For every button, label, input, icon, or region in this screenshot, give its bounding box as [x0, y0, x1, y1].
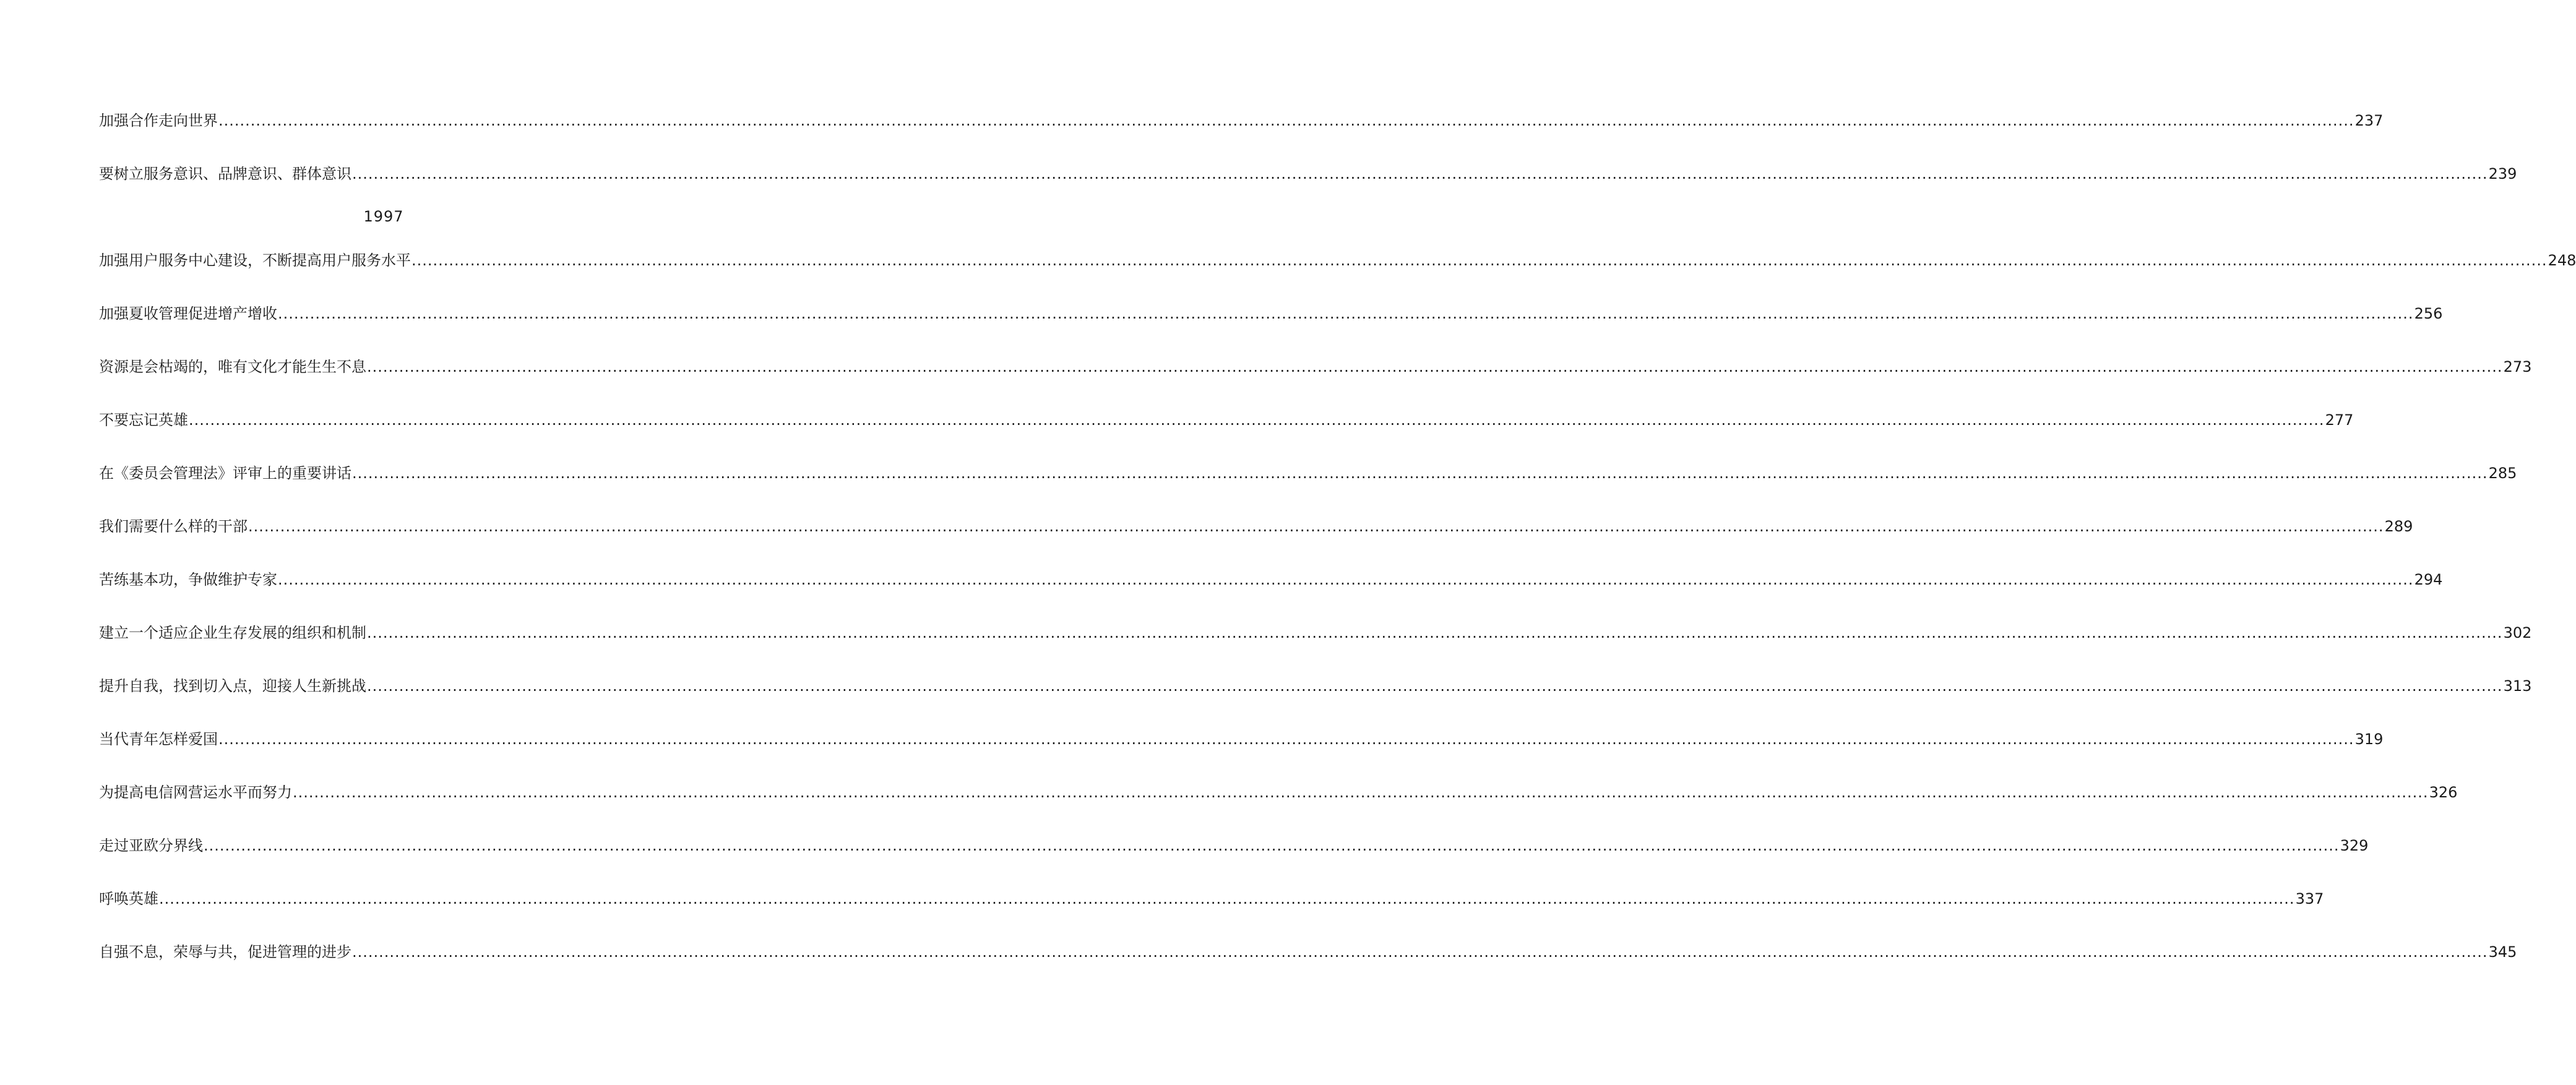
toc-entry[interactable]: [99, 517, 2413, 536]
toc-entry[interactable]: [99, 111, 2384, 130]
toc-entry-title: 加强夏收管理促进增产增收: [99, 305, 277, 322]
year-heading: 1997: [363, 208, 404, 225]
dot-leader: ................................................................................................................................................................................................................................................................................................................................................................................................................: [189, 411, 2325, 429]
dot-leader: ................................................................................................................................................................................................................................................................................................................................................................................................................: [367, 624, 2503, 641]
toc-entry-page: 239: [2488, 165, 2517, 182]
toc-entry-title: 走过亚欧分界线: [99, 837, 203, 854]
toc-entry-title: 提升自我，找到切入点，迎接人生新挑战: [99, 677, 366, 695]
toc-entry-title: 资源是会枯竭的，唯有文化才能生生不息: [99, 358, 366, 375]
toc-entry-title: 呼唤英雄: [99, 890, 158, 907]
toc-entry-page: 277: [2325, 411, 2354, 429]
toc-entry-title: 加强合作走向世界: [99, 112, 218, 129]
toc-entry-page: 248: [2548, 252, 2576, 269]
toc-entry-page: 273: [2503, 358, 2532, 375]
toc-entry-title: 苦练基本功，争做维护专家: [99, 571, 277, 588]
toc-entry-title: 加强用户服务中心建设，不断提高用户服务水平: [99, 252, 411, 269]
dot-leader: ................................................................................................................................................................................................................................................................................................................................................................................................................: [204, 837, 2340, 854]
toc-entry-page: 302: [2503, 624, 2532, 641]
dot-leader: ................................................................................................................................................................................................................................................................................................................................................................................................................: [411, 252, 2548, 269]
toc-entry-page: 337: [2295, 890, 2324, 907]
toc-entry-page: 285: [2488, 465, 2517, 482]
toc-entry-page: 289: [2384, 518, 2413, 535]
toc-entry-page: 237: [2354, 112, 2384, 129]
dot-leader: ................................................................................................................................................................................................................................................................................................................................................................................................................: [278, 571, 2414, 588]
toc-entry[interactable]: [99, 624, 2532, 642]
toc-entry[interactable]: [99, 411, 2354, 429]
toc-entry[interactable]: [99, 677, 2532, 695]
toc-entry[interactable]: [99, 251, 2576, 270]
dot-leader: ................................................................................................................................................................................................................................................................................................................................................................................................................: [352, 465, 2488, 482]
toc-entry-title: 我们需要什么样的干部: [99, 518, 248, 535]
toc-entry-page: 256: [2414, 305, 2443, 322]
toc-entry[interactable]: [99, 943, 2517, 961]
dot-leader: ................................................................................................................................................................................................................................................................................................................................................................................................................: [278, 305, 2414, 322]
toc-entry[interactable]: [99, 730, 2384, 748]
dot-leader: ................................................................................................................................................................................................................................................................................................................................................................................................................: [293, 784, 2429, 801]
toc-entry[interactable]: [99, 358, 2532, 376]
toc-entry-page: 329: [2340, 837, 2369, 854]
toc-entry-page: 294: [2414, 571, 2443, 588]
toc-entry[interactable]: [99, 464, 2517, 482]
dot-leader: ................................................................................................................................................................................................................................................................................................................................................................................................................: [248, 518, 2384, 535]
toc-entry[interactable]: [99, 165, 2517, 183]
toc-entry-title: 不要忘记英雄: [99, 411, 188, 429]
toc-entry-title: 建立一个适应企业生存发展的组织和机制: [99, 624, 366, 641]
toc-entry-title: 自强不息，荣辱与共，促进管理的进步: [99, 943, 351, 961]
dot-leader: ................................................................................................................................................................................................................................................................................................................................................................................................................: [367, 677, 2503, 695]
dot-leader: ................................................................................................................................................................................................................................................................................................................................................................................................................: [352, 943, 2488, 961]
toc-entry-title: 在《委员会管理法》评审上的重要讲话: [99, 465, 351, 482]
toc-entry[interactable]: [99, 836, 2369, 855]
dot-leader: ................................................................................................................................................................................................................................................................................................................................................................................................................: [159, 890, 2295, 907]
toc-entry[interactable]: [99, 570, 2443, 589]
toc-entry-title: 要树立服务意识、品牌意识、群体意识: [99, 165, 351, 182]
toc-entry-page: 319: [2354, 731, 2384, 748]
toc-entry[interactable]: [99, 890, 2324, 908]
toc-entry-title: 当代青年怎样爱国: [99, 731, 218, 748]
toc-entry-page: 326: [2429, 784, 2458, 801]
dot-leader: ................................................................................................................................................................................................................................................................................................................................................................................................................: [352, 165, 2488, 182]
toc-entry-title: 为提高电信网营运水平而努力: [99, 784, 292, 801]
toc-entry-page: 313: [2503, 677, 2532, 695]
dot-leader: ................................................................................................................................................................................................................................................................................................................................................................................................................: [367, 358, 2503, 375]
toc-entry[interactable]: [99, 304, 2443, 323]
dot-leader: ................................................................................................................................................................................................................................................................................................................................................................................................................: [218, 112, 2354, 129]
toc-entry[interactable]: [99, 783, 2458, 802]
dot-leader: ................................................................................................................................................................................................................................................................................................................................................................................................................: [218, 731, 2354, 748]
toc-entry-page: 345: [2488, 943, 2517, 961]
